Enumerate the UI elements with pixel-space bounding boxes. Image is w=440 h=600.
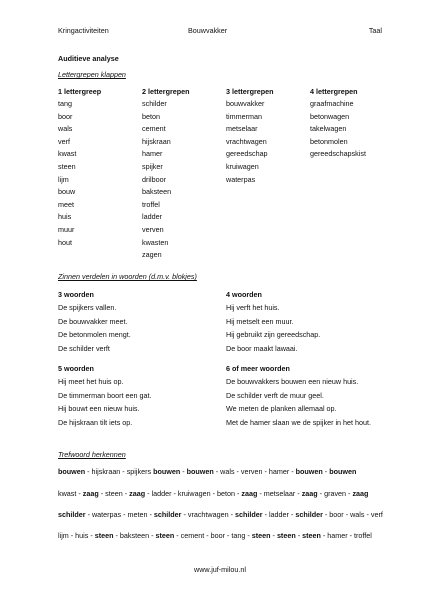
trefwoord-line [58,467,356,476]
word-sequence: lijm - huis - [58,531,95,540]
keyword: bouwen [153,467,181,476]
header-right: Taal [368,26,382,35]
column-heading: 4 lettergrepen [310,87,358,96]
keyword: schilder [295,510,323,519]
word-item: troffel [142,199,160,209]
word-item: lijm [58,174,69,184]
keyword: zaag [129,489,146,498]
keyword: schilder [153,510,182,519]
word-sequence: - hijskraan - spijkers [85,467,154,476]
word-item: takelwagen [310,124,347,134]
sentence-group [58,364,151,429]
trefwoord-line [58,489,368,498]
sentence-item: De betonmolen mengt. [58,330,131,340]
word-item: spijker [142,161,163,171]
word-item: verven [142,224,164,234]
word-sequence: - baksteen - [113,531,156,540]
keyword: steen [94,531,114,540]
sentence-item: Hij bouwt een nieuw huis. [58,404,140,414]
word-item: kwast [58,149,77,159]
sentence-group [226,364,371,429]
sentence-item: De schilder verft [58,343,110,353]
sentence-item: Hij meet het huis op. [58,377,124,386]
column-heading: 2 lettergrepen [142,87,190,96]
sentence-item: De bouwvakker meet. [58,316,128,326]
section-title-lettergrepen: Lettergrepen klappen [58,70,126,79]
word-item: gereedschap [226,149,268,159]
keyword: zaag [352,489,369,498]
word-item: zagen [142,250,162,260]
word-sequence: - wals - verven - hamer - [213,467,296,476]
sentence-item: We meten de planken allemaal op. [226,404,337,414]
keyword: steen [251,531,271,540]
keyword: zaag [82,489,99,498]
header-center: Bouwvakker [188,26,228,35]
group-heading: 5 woorden [58,364,94,373]
word-item: tang [58,99,72,108]
word-sequence: - vrachtwagen - [181,510,235,519]
keyword: schilder [235,510,263,519]
keyword: schilder [58,510,86,519]
group-heading: 3 woorden [58,290,94,299]
word-item: bouw [58,187,76,197]
column-heading: 3 lettergrepen [226,87,274,96]
word-item: betonmolen [310,136,348,146]
group-heading: 6 of meer woorden [226,364,290,373]
word-item: cement [142,124,166,134]
word-item: waterpas [226,174,256,184]
keyword: zaag [241,489,258,498]
word-item: meet [58,199,74,209]
word-item: graafmachine [310,99,354,108]
sentence-group [226,290,320,355]
sentence-item: Hij metselt een muur. [226,316,294,326]
word-sequence: - [270,531,277,540]
page-footer: www.juf-milou.nl [194,565,246,574]
sentence-item: Hij verft het huis. [226,303,280,312]
word-sequence: - ladder - kruiwagen - beton - [145,489,242,498]
lettergrepen-column [310,87,366,161]
keyword: bouwen [295,467,323,476]
word-sequence: - cement - boor - tang - [174,531,252,540]
sentence-item: De boor maakt lawaai. [226,343,298,353]
word-sequence: - hamer - troffel [320,531,372,540]
page-title: Auditieve analyse [58,54,119,63]
word-item: betonwagen [310,111,350,121]
column-heading: 1 lettergreep [58,87,102,96]
sentence-item: De hijskraan tilt iets op. [58,417,133,427]
group-heading: 4 woorden [226,290,262,299]
word-item: hout [58,237,72,247]
word-sequence: - [180,467,187,476]
word-item: beton [142,111,160,121]
sentence-item: De spijkers vallen. [58,303,117,312]
lettergrepen-column [226,87,274,186]
word-item: timmerman [226,111,262,121]
sentence-item: Met de hamer slaan we de spijker in het hout. [226,417,372,427]
word-item: drilboor [142,174,166,184]
word-item: hamer [142,149,163,159]
word-sequence: - [322,467,330,476]
word-item: vrachtwagen [226,136,267,146]
word-sequence: - [295,531,303,540]
word-item: ladder [142,212,162,222]
section-title-zinnen: Zinnen verdelen in woorden (d.m.v. blokjes) [58,272,197,281]
keyword: steen [302,531,321,540]
header-left: Kringactiviteiten [58,26,109,35]
keyword: steen [276,531,296,540]
keyword: steen [155,531,175,540]
keyword: bouwen [58,467,86,476]
sentence-item: Hij gebruikt zijn gereedschap. [226,330,321,340]
word-item: hijskraan [142,136,171,146]
keyword: bouwen [329,467,357,476]
keyword: zaag [301,489,318,498]
word-item: gereedschapskist [310,149,366,159]
word-item: wals [58,124,73,134]
word-item: schilder [142,99,167,108]
section-title-trefwoord: Trefwoord herkennen [58,450,126,459]
word-item: muur [58,224,75,234]
lettergrepen-column [58,87,101,249]
word-item: huis [58,212,72,222]
word-item: boor [58,111,73,121]
word-item: verf [58,136,70,146]
word-item: kwasten [142,237,169,247]
word-sequence: - metselaar - [257,489,302,498]
word-sequence: - waterpas - meten - [85,510,154,519]
word-item: bouwvakker [226,99,265,108]
trefwoord-line [58,531,372,540]
word-item: baksteen [142,187,172,197]
sentence-item: De schilder verft de muur geel. [226,390,324,400]
word-sequence: - graven - [317,489,353,498]
page-header [58,26,382,38]
word-item: metselaar [226,124,258,134]
word-sequence: - ladder - [262,510,296,519]
word-item: kruiwagen [226,161,259,171]
sentence-item: De timmerman boort een gat. [58,390,152,400]
sentence-item: De bouwvakkers bouwen een nieuw huis. [226,377,359,386]
word-sequence: - steen - [98,489,130,498]
lettergrepen-column [142,87,190,262]
keyword: bouwen [186,467,214,476]
word-sequence: - boor - wals - verf [322,510,383,519]
trefwoord-line [58,510,383,519]
sentence-group [58,290,131,355]
word-sequence: kwast - [58,489,83,498]
word-item: steen [58,161,76,171]
